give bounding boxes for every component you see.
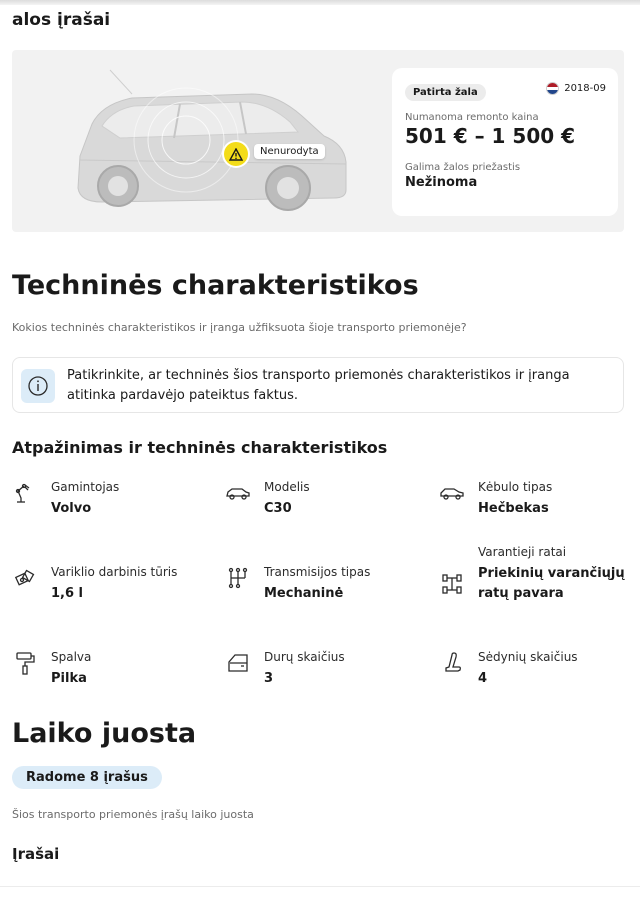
timeline-title: Laiko juosta	[12, 718, 197, 749]
netherlands-flag-icon	[546, 82, 559, 95]
spec-value: Volvo	[51, 501, 92, 516]
car-body-icon	[439, 480, 465, 506]
damage-cause-label: Galima žalos priežastis	[405, 162, 521, 173]
damage-date	[546, 82, 606, 95]
engine-icon	[12, 565, 38, 591]
repair-cost-label: Numanoma remonto kaina	[405, 112, 539, 123]
spec-label: Sėdynių skaičius	[478, 650, 578, 664]
spec-value: Priekinių varančiųjų ratų pavara	[478, 566, 625, 601]
spec-label: Durų skaičius	[264, 650, 345, 664]
spec-label: Kėbulo tipas	[478, 480, 553, 494]
spec-value: C30	[264, 501, 292, 516]
tech-section-description: Kokios techninės charakteristikos ir įranga užfiksuota šioje transporto priemonėje?	[12, 321, 467, 334]
timeline-description: Šios transporto priemonės įrašų laiko juosta	[12, 808, 254, 821]
records-heading: Įrašai	[12, 845, 60, 863]
warning-icon	[224, 142, 248, 166]
tech-section-title: Techninės charakteristikos	[12, 270, 419, 301]
paint-roller-icon	[12, 650, 38, 676]
door-icon	[225, 650, 251, 676]
info-icon	[21, 369, 55, 403]
spec-value: 1,6 l	[51, 586, 84, 601]
spec-label: Modelis	[264, 480, 310, 494]
damage-status-badge: Patirta žala	[405, 84, 486, 101]
spec-value: Mechaninė	[264, 586, 344, 601]
spec-label: Variklio darbinis tūris	[51, 565, 178, 579]
spec-value: 3	[264, 671, 274, 686]
spec-value: Pilka	[51, 671, 87, 686]
car-icon	[225, 480, 251, 506]
robot-arm-icon	[12, 480, 38, 506]
damage-info-panel	[392, 68, 618, 216]
spec-value: 4	[478, 671, 488, 686]
damage-card	[12, 50, 624, 232]
records-count-badge[interactable]: Radome 8 įrašus	[12, 766, 162, 789]
car-illustration	[62, 64, 362, 224]
repair-cost-value: 501 € – 1 500 €	[405, 124, 576, 148]
spec-value: Hečbekas	[478, 501, 549, 516]
top-edge	[0, 0, 640, 5]
seat-icon	[439, 650, 465, 676]
flag-stripe-bottom	[547, 90, 558, 94]
gearbox-icon	[225, 565, 251, 591]
spec-label: Transmisijos tipas	[264, 565, 371, 579]
drivetrain-icon	[439, 571, 465, 597]
notice-box	[12, 357, 624, 413]
identification-subtitle: Atpažinimas ir techninės charakteristikos	[12, 438, 388, 457]
damage-location-label: Nenurodyta	[254, 144, 325, 159]
partial-section-title: alos įrašai	[12, 10, 111, 30]
damage-date-text: 2018-09	[564, 83, 606, 94]
spec-label: Gamintojas	[51, 480, 120, 494]
notice-text: Patikrinkite, ar techninės šios transporto priemonės charakteristikos ir įranga atitinka pardavėjo pateiktus faktus.	[67, 368, 570, 403]
spec-label: Spalva	[51, 650, 92, 664]
damage-cause-value: Nežinoma	[405, 175, 478, 190]
spec-label: Varantieji ratai	[478, 545, 567, 559]
divider	[0, 886, 640, 887]
